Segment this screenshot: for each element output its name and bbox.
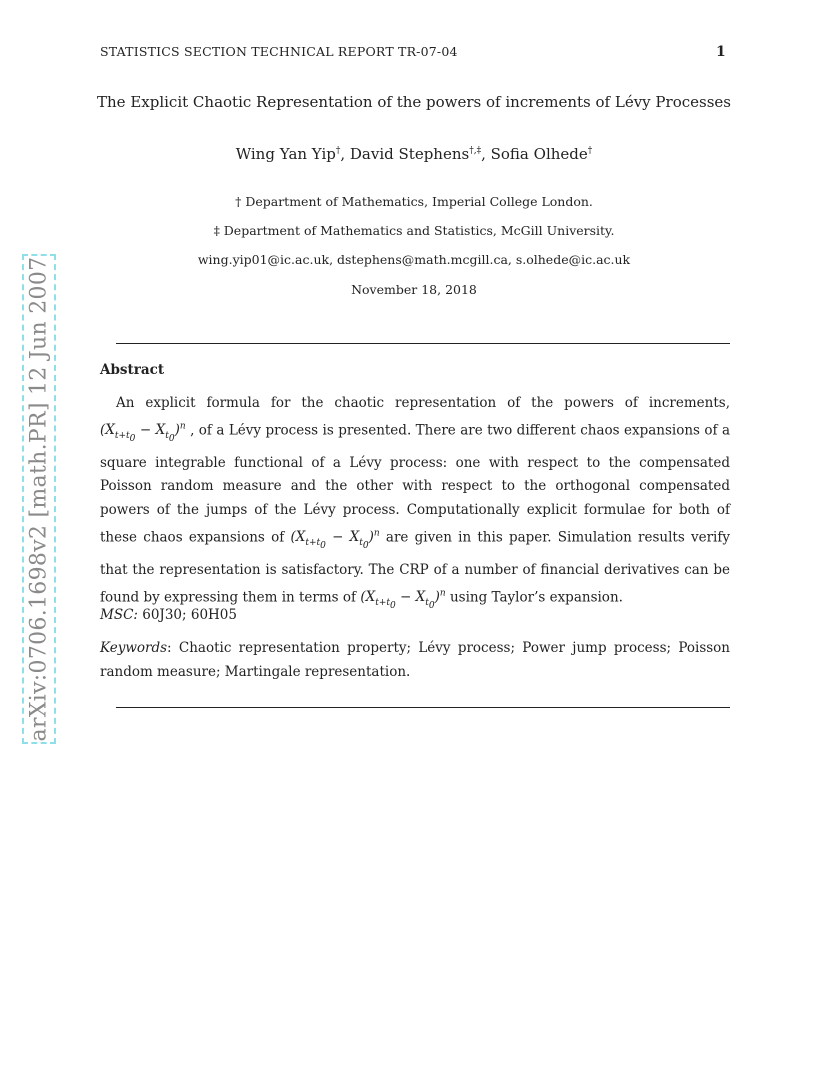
abstract-paragraph bbox=[100, 392, 730, 618]
author-name: Wing Yan Yip bbox=[235, 145, 336, 163]
msc-value: 60J30; 60H05 bbox=[142, 607, 237, 623]
keywords bbox=[100, 637, 730, 685]
paper-title: The Explicit Chaotic Representation of the powers of increments of Lévy Processes bbox=[97, 93, 731, 111]
increment-power-formula: $(X_{t+t_0} - X_{t_0})^n$ bbox=[360, 588, 446, 611]
author-name: Sofia Olhede bbox=[490, 145, 588, 163]
increment-power-formula: $(X_{t+t_0} - X_{t_0})^n$ bbox=[100, 421, 186, 444]
paper-date: November 18, 2018 bbox=[351, 282, 477, 297]
msc-classification bbox=[100, 607, 237, 623]
abstract-heading: Abstract bbox=[100, 362, 165, 378]
abstract-text: , of a Lévy process is presented. There are two different chaos expansions of a square integrable functional of a Lévy process: one with respect to the compensated Poisson random measure and the other with respect to the orthogonal compensated powers of the jumps of the Lévy process. Computationally explicit formulae for both of these chaos expansions of bbox=[100, 422, 730, 546]
affiliation-imperial: † Department of Mathematics, Imperial College London. bbox=[235, 194, 593, 209]
author-list: Wing Yan Yip†, David Stephens†,‡, Sofia Olhede† bbox=[235, 145, 593, 163]
abstract-text: An explicit formula for the chaotic representation of the powers of increments, bbox=[116, 395, 730, 411]
abstract-text: are given in this paper. Simulation results verify that the representation is satisfactory. The CRP of a number of financial derivatives can be found by expressing them in terms of bbox=[100, 529, 730, 606]
author-name: David Stephens bbox=[349, 145, 470, 163]
running-title: STATISTICS SECTION TECHNICAL REPORT TR-07-04 bbox=[100, 44, 458, 59]
increment-power-formula: $(X_{t+t_0} - X_{t_0})^n$ bbox=[290, 528, 380, 551]
bottom-divider bbox=[116, 707, 730, 708]
author-affiliation-mark: † bbox=[335, 146, 341, 156]
top-divider bbox=[116, 343, 730, 344]
running-header bbox=[100, 44, 730, 64]
abstract-text: using Taylor’s expansion. bbox=[449, 589, 623, 606]
page-number: 1 bbox=[716, 44, 726, 60]
author-affiliation-mark: † bbox=[587, 146, 593, 156]
msc-label: MSC: bbox=[100, 607, 138, 623]
author-emails: wing.yip01@ic.ac.uk, dstephens@math.mcgill.ca, s.olhede@ic.ac.uk bbox=[197, 252, 631, 267]
abstract-body bbox=[100, 392, 730, 618]
keywords-label: Keywords bbox=[100, 640, 168, 656]
author-affiliation-mark: †,‡ bbox=[469, 146, 482, 156]
keywords-value: : Chaotic representation property; Lévy process; Power jump process; Poisson random measure; Martingale representation. bbox=[100, 640, 730, 680]
affiliation-mcgill: ‡ Department of Mathematics and Statistics, McGill University. bbox=[213, 223, 615, 238]
arxiv-stamp-text: arXiv:0706.1698v2 [math.PR] 12 Jun 2007 bbox=[26, 256, 52, 742]
